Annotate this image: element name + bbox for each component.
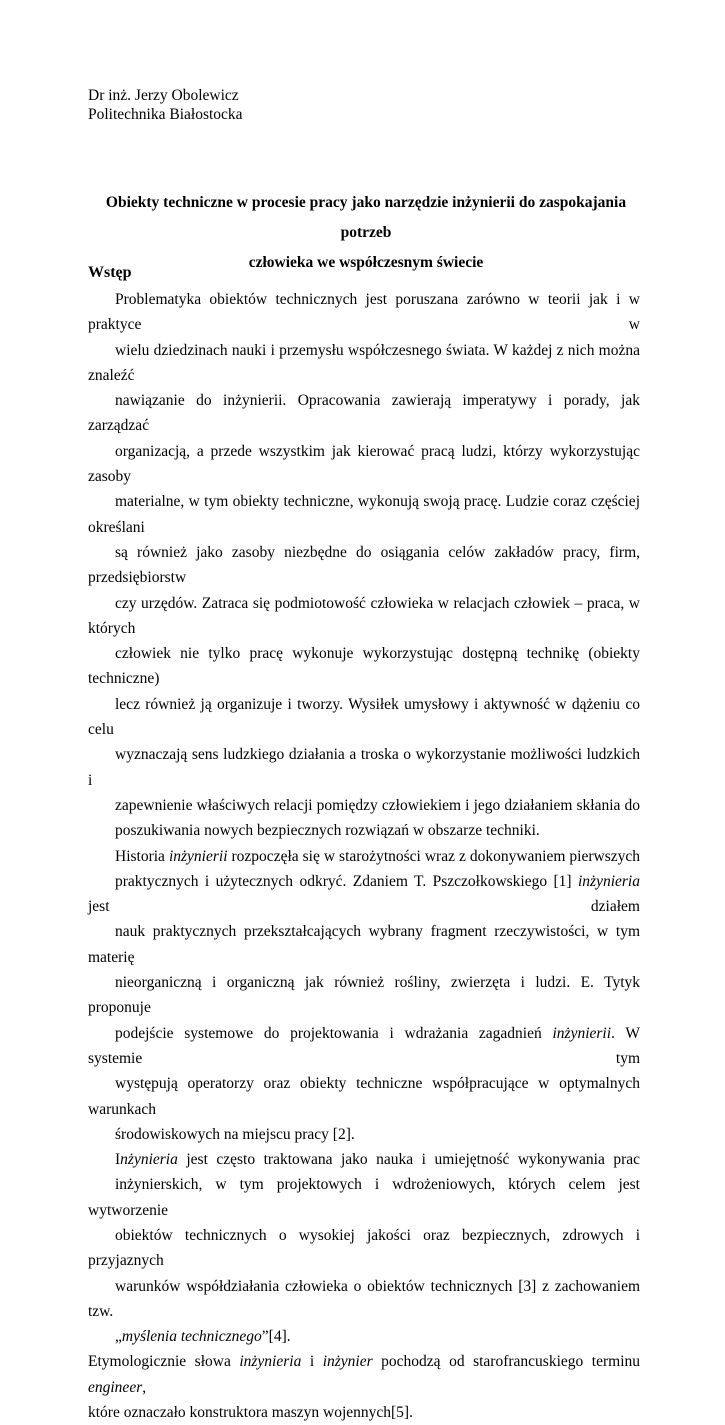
text-line (88, 844, 640, 869)
text-line: materialne, w tym obiekty techniczne, wykonują swoją pracę. Ludzie coraz częściej określani (88, 493, 640, 536)
text-run: rozpoczęła się w starożytności wraz z dokonywaniem pierwszych (227, 847, 640, 865)
text-run: praktycznych i użytecznych odkryć. Zdaniem T. Pszczołkowskiego [1] (115, 872, 578, 890)
paragraph-2 (88, 844, 640, 1148)
text-line (88, 1349, 640, 1400)
text-line: Problematyka obiektów technicznych jest poruszana zarówno w teorii jak i w praktyce w (88, 291, 640, 334)
text-run: jest często traktowana jako nauka i umiejętność wykonywania prac (177, 1151, 640, 1169)
text-run: . W systemie tym (88, 1024, 640, 1067)
title-line-1: Obiekty techniczne w procesie pracy jako narzędzie inżynierii do zaspokajania potrzeb (105, 194, 627, 241)
text-run: i (301, 1353, 323, 1371)
text-line: organizacją, a przede wszystkim jak kierować pracą ludzi, którzy wykorzystując zasoby (88, 442, 640, 486)
text-line: lecz również ją organizuje i tworzy. Wysiłek umysłowy i aktywność w dążeniu co celu (88, 695, 640, 739)
italic-term: inżynieria (578, 872, 640, 890)
text-run: jest działem (88, 898, 640, 916)
text-line (88, 1324, 640, 1349)
text-line: warunków współdziałania człowieka o obiektów technicznych [3] z zachowaniem tzw. (88, 1277, 640, 1320)
author-name: Dr inż. Jerzy Obolewicz (88, 87, 239, 104)
text-line (88, 1021, 640, 1072)
text-run: podejście systemowe do projektowania i wdrażania zagadnień (115, 1024, 553, 1042)
text-line (88, 1147, 640, 1172)
text-run: Historia (115, 847, 169, 865)
text-line: wielu dziedzinach nauki i przemysłu współczesnego świata. W każdej z nich można znaleźć (88, 341, 640, 384)
text-line: są również jako zasoby niezbędne do osiągania celów zakładów pracy, firm, przedsiębiorstw (88, 543, 640, 587)
section-heading: Wstęp (88, 264, 132, 281)
text-run: pochodzą od starofrancuskiego terminu (372, 1353, 640, 1371)
text-line: obiektów technicznych o wysokiej jakości oraz bezpiecznych, zdrowych i przyjaznych (88, 1226, 640, 1270)
text-line: które oznaczało konstruktora maszyn wojennych[5]. (88, 1404, 413, 1422)
text-line: występują operatorzy oraz obiekty techniczne współpracujące w optymalnych warunkach (88, 1075, 640, 1118)
text-run: „ (115, 1328, 122, 1346)
author-block (88, 86, 243, 124)
text-line: zapewnienie właściwych relacji pomiędzy człowiekiem i jego działaniem skłania do (115, 796, 640, 814)
body-text (88, 287, 640, 1425)
text-line: czy urzędów. Zatraca się podmiotowość człowieka w relacjach człowiek – praca, w których (88, 594, 640, 637)
text-run: ”[4]. (261, 1328, 291, 1346)
document-title (88, 188, 644, 278)
paragraph-3 (88, 1147, 640, 1349)
italic-term: nżynieria (120, 1151, 178, 1169)
title-line-2: człowieka we współczesnym świecie (248, 254, 484, 271)
paragraph-1 (88, 287, 640, 844)
text-line: nauk praktycznych przekształcających wybrany fragment rzeczywistości, w tym materię (88, 923, 640, 966)
italic-term: myślenia technicznego (121, 1328, 262, 1346)
text-run: , (142, 1378, 147, 1396)
text-line (88, 869, 640, 920)
text-run: Etymologicznie słowa (88, 1353, 240, 1371)
text-run: I (115, 1151, 121, 1169)
text-line: środowiskowych na miejscu pracy [2]. (115, 1125, 355, 1143)
text-line: inżynierskich, w tym projektowych i wdrożeniowych, których celem jest wytworzenie (88, 1176, 640, 1219)
text-line: nieorganiczną i organiczną jak również rośliny, zwierzęta i ludzi. E. Tytyk proponuje (88, 974, 640, 1017)
text-line: człowiek nie tylko pracę wykonuje wykorzystując dostępną technikę (obiekty techniczne) (88, 645, 640, 688)
text-line: nawiązanie do inżynierii. Opracowania zawierają imperatywy i porady, jak zarządzać (88, 392, 640, 435)
paragraph-4 (88, 1349, 640, 1425)
italic-term: inżynierii (168, 847, 228, 865)
author-affiliation: Politechnika Białostocka (88, 106, 243, 123)
text-line: poszukiwania nowych bezpiecznych rozwiązań w obszarze techniki. (115, 822, 540, 840)
italic-term: inżynierii (552, 1024, 612, 1042)
italic-term: inżynieria (239, 1353, 302, 1371)
italic-term: engineer (88, 1378, 143, 1396)
italic-term: inżynier (322, 1353, 373, 1371)
text-line: wyznaczają sens ludzkiego działania a troska o wykorzystanie możliwości ludzkich i (88, 746, 640, 789)
